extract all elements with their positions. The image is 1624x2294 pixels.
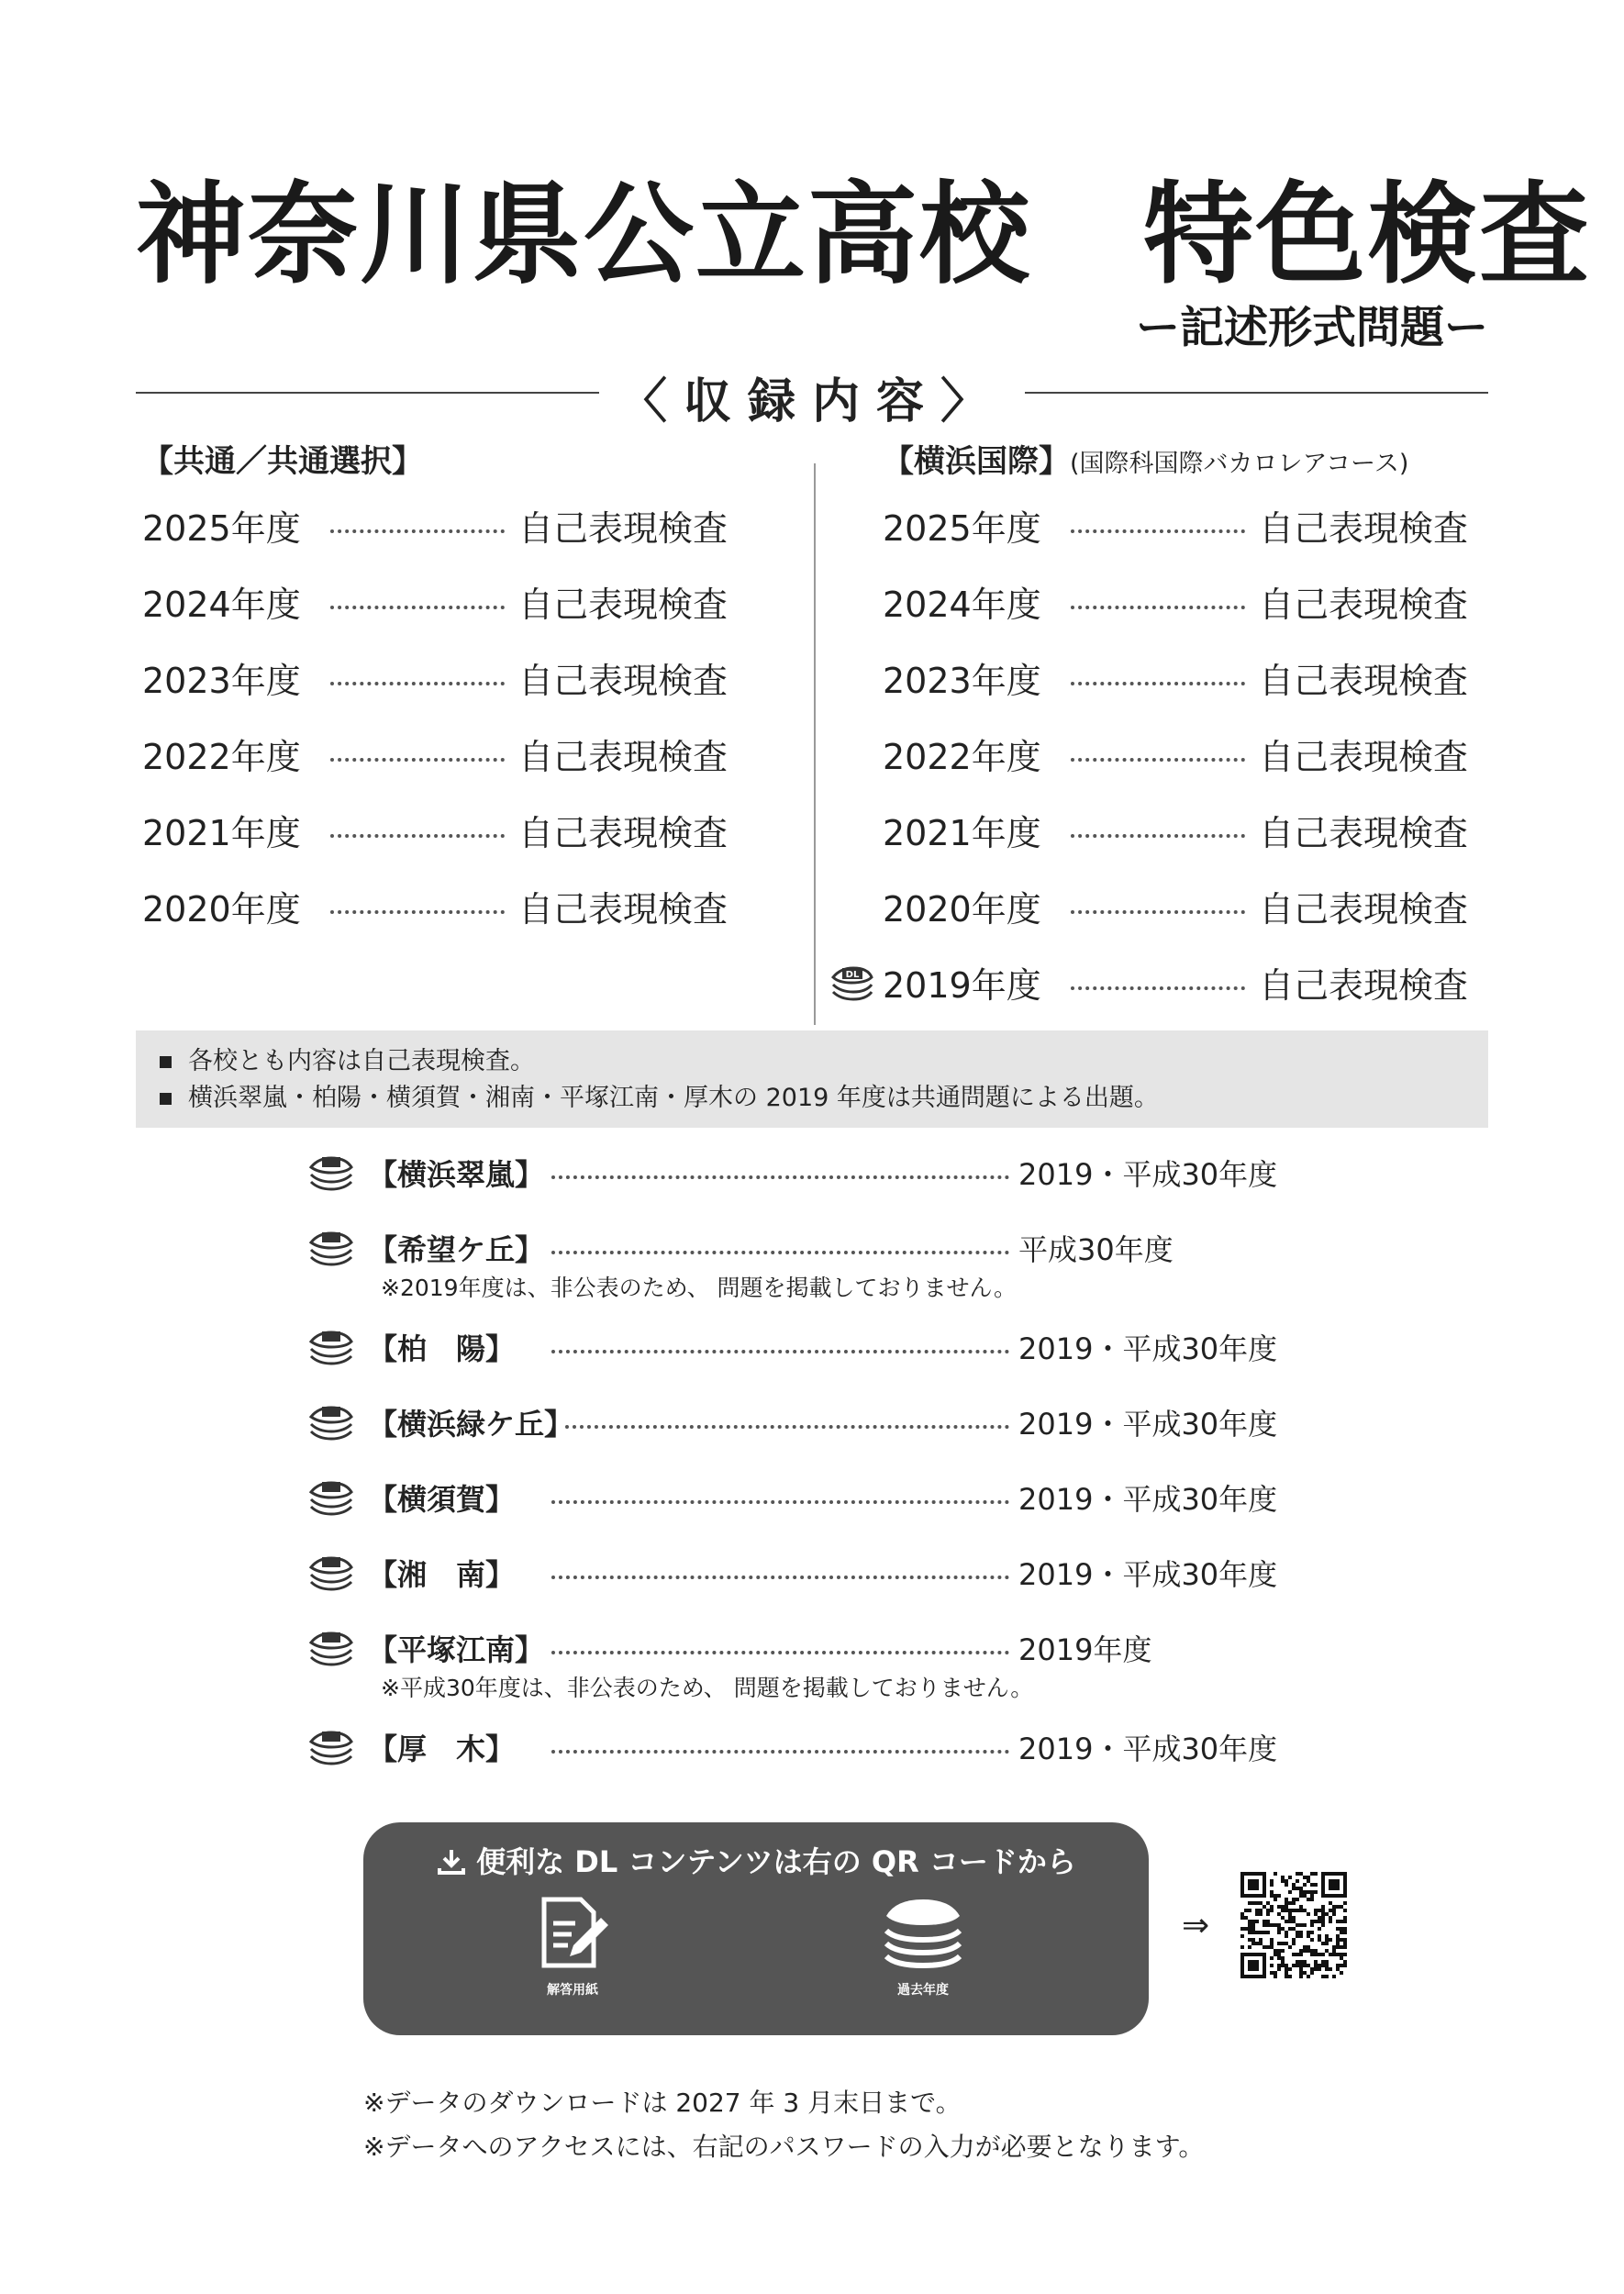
dl-content-box xyxy=(363,1822,1149,2035)
bullet-icon xyxy=(160,1056,172,1068)
yokohama-kokusai-heading xyxy=(883,436,1488,487)
footnotes xyxy=(363,2081,1204,2169)
school-row xyxy=(307,1149,1278,1224)
content-label: 自己表現検査 xyxy=(518,508,729,549)
year-row xyxy=(142,716,748,792)
school-line xyxy=(307,1624,1262,1672)
school-line xyxy=(307,1149,1278,1197)
year-label: 2025年度 xyxy=(883,508,1041,549)
year-row xyxy=(142,487,748,563)
answer-sheet-caption: 解答用紙 xyxy=(547,1983,598,1998)
year-row xyxy=(883,563,1488,640)
school-row xyxy=(307,1624,1262,1723)
leader-dots xyxy=(551,1175,1009,1179)
content-label: 自己表現検査 xyxy=(1259,661,1469,701)
school-name: 【厚 木】 xyxy=(368,1732,516,1766)
year-row xyxy=(845,944,1488,1020)
school-years: 2019・平成30年度 xyxy=(1018,1331,1278,1366)
school-list xyxy=(307,1149,1278,1798)
answer-sheet-icon xyxy=(531,1894,614,1973)
dl-book-icon xyxy=(307,1404,355,1441)
answer-sheet-download[interactable] xyxy=(499,1894,646,1999)
year-label: 2021年度 xyxy=(142,813,301,853)
school-line xyxy=(307,1549,1278,1597)
school-name: 【平塚江南】 xyxy=(368,1632,545,1667)
leader-dots xyxy=(1071,834,1245,838)
year-label: 2020年度 xyxy=(142,889,301,930)
leader-dots xyxy=(1071,529,1245,533)
content-label: 自己表現検査 xyxy=(1259,737,1469,777)
books-icon xyxy=(879,1894,967,1973)
school-years: 2019年度 xyxy=(1018,1632,1152,1667)
leader-dots xyxy=(330,758,505,762)
leader-dots xyxy=(1071,910,1245,914)
content-label: 自己表現検査 xyxy=(518,661,729,701)
year-label: 2024年度 xyxy=(142,585,301,625)
leader-dots xyxy=(330,682,505,685)
dl-heading-text: 便利な DL コンテンツは右の QR コードから xyxy=(476,1844,1076,1879)
school-name: 【湘 南】 xyxy=(368,1557,516,1592)
school-years: 2019・平成30年度 xyxy=(1018,1157,1278,1192)
leader-dots xyxy=(1071,606,1245,609)
school-line xyxy=(307,1723,1278,1771)
school-name: 【横浜緑ケ丘】 xyxy=(368,1407,574,1442)
content-label: 自己表現検査 xyxy=(518,889,729,930)
year-row xyxy=(142,868,748,944)
bullet-icon xyxy=(160,1093,172,1105)
school-line xyxy=(307,1224,1262,1272)
year-label: 2020年度 xyxy=(883,889,1041,930)
leader-dots xyxy=(551,1350,1009,1353)
leader-dots xyxy=(1071,758,1245,762)
dl-book-icon xyxy=(829,964,875,1001)
note-item xyxy=(160,1080,1464,1117)
yokohama-kokusai-title: 【横浜国際】 xyxy=(883,443,1070,480)
download-icon xyxy=(436,1848,467,1876)
year-row xyxy=(142,563,748,640)
year-label: 2019年度 xyxy=(883,965,1041,1006)
past-year-download[interactable] xyxy=(850,1894,996,1999)
dl-book-icon xyxy=(307,1329,355,1365)
footnote: ※データへのアクセスには、右記のパスワードの入力が必要となります。 xyxy=(363,2132,1205,2162)
leader-dots xyxy=(551,1750,1009,1754)
year-label: 2021年度 xyxy=(883,813,1041,853)
page-subtitle: ー記述形式問題ー xyxy=(1135,302,1488,353)
notes-box xyxy=(136,1030,1488,1128)
content-label: 自己表現検査 xyxy=(518,585,729,625)
school-row xyxy=(307,1224,1262,1323)
school-name: 【横浜翠嵐】 xyxy=(368,1157,545,1192)
content-label: 自己表現検査 xyxy=(1259,965,1469,1006)
footnote: ※データのダウンロードは 2027 年 3 月末日まで。 xyxy=(363,2088,962,2118)
yokohama-kokusai-rows xyxy=(845,487,1488,1020)
school-years: 2019・平成30年度 xyxy=(1018,1482,1278,1517)
arrow: ⇒ xyxy=(1182,1907,1210,1944)
qr-code-icon[interactable] xyxy=(1240,1872,1347,1978)
content-label: 自己表現検査 xyxy=(1259,585,1469,625)
note-text: 横浜翠嵐・柏陽・横須賀・湘南・平塚江南・厚木の 2019 年度は共通問題による出題。 xyxy=(188,1084,1159,1112)
note-item xyxy=(160,1043,1464,1080)
leader-dots xyxy=(330,910,505,914)
dl-book-icon xyxy=(307,1154,355,1191)
leader-dots xyxy=(551,1251,1009,1254)
year-row xyxy=(142,640,748,716)
year-label: 2022年度 xyxy=(883,737,1041,777)
school-row xyxy=(307,1474,1278,1549)
leader-dots xyxy=(551,1651,1009,1654)
year-label: 2022年度 xyxy=(142,737,301,777)
year-row xyxy=(883,792,1488,868)
dl-book-icon xyxy=(307,1729,355,1765)
content-label: 自己表現検査 xyxy=(518,737,729,777)
school-row xyxy=(307,1398,1278,1474)
past-year-caption: 過去年度 xyxy=(897,1983,949,1998)
year-label: 2024年度 xyxy=(883,585,1041,625)
school-note: ※平成30年度は、非公表のため、 問題を掲載しておりません。 xyxy=(381,1675,1034,1701)
leader-dots xyxy=(330,834,505,838)
dl-mark-text: DL xyxy=(845,970,860,980)
common-column xyxy=(142,436,748,944)
content-label: 自己表現検査 xyxy=(518,813,729,853)
year-row xyxy=(883,487,1488,563)
note-text: 各校とも内容は自己表現検査。 xyxy=(188,1047,535,1075)
school-years: 2019・平成30年度 xyxy=(1018,1557,1278,1592)
leader-dots xyxy=(551,1576,1009,1579)
leader-dots xyxy=(330,606,505,609)
leader-dots xyxy=(1071,682,1245,685)
school-name: 【希望ケ丘】 xyxy=(368,1232,545,1267)
leader-dots xyxy=(1071,986,1245,990)
year-label: 2023年度 xyxy=(883,661,1041,701)
content-label: 自己表現検査 xyxy=(1259,508,1469,549)
school-note: ※2019年度は、非公表のため、 問題を掲載しておりません。 xyxy=(381,1275,1018,1301)
school-name: 【横須賀】 xyxy=(368,1482,516,1517)
content-label: 自己表現検査 xyxy=(1259,813,1469,853)
year-row xyxy=(142,792,748,868)
school-line xyxy=(307,1323,1278,1371)
dl-book-icon xyxy=(307,1630,355,1666)
year-label: 2023年度 xyxy=(142,661,301,701)
school-line xyxy=(307,1398,1278,1446)
common-heading: 【共通／共通選択】 xyxy=(142,443,423,480)
school-years: 2019・平成30年度 xyxy=(1018,1407,1278,1442)
leader-dots xyxy=(330,529,505,533)
school-name: 【柏 陽】 xyxy=(368,1331,516,1366)
page-title: 神奈川県公立高校 特色検査 xyxy=(136,172,1591,299)
year-row xyxy=(883,868,1488,944)
dl-book-icon xyxy=(307,1554,355,1591)
dl-book-icon xyxy=(307,1479,355,1516)
yokohama-kokusai-column xyxy=(845,436,1488,1020)
section-label: 〈収録内容〉 xyxy=(599,362,1025,431)
common-rows xyxy=(142,487,748,944)
column-divider xyxy=(814,463,816,1025)
dl-book-icon xyxy=(307,1230,355,1266)
leader-dots xyxy=(565,1425,1009,1429)
school-years: 平成30年度 xyxy=(1018,1232,1174,1267)
year-label: 2025年度 xyxy=(142,508,301,549)
year-row xyxy=(883,640,1488,716)
leader-dots xyxy=(551,1500,1009,1504)
dl-heading xyxy=(363,1839,1149,1881)
year-row xyxy=(883,716,1488,792)
school-row xyxy=(307,1723,1278,1798)
school-row xyxy=(307,1549,1278,1624)
yokohama-kokusai-course: (国際科国際バカロレアコース) xyxy=(1070,450,1409,478)
school-years: 2019・平成30年度 xyxy=(1018,1732,1278,1766)
school-line xyxy=(307,1474,1278,1521)
content-label: 自己表現検査 xyxy=(1259,889,1469,930)
school-row xyxy=(307,1323,1278,1398)
